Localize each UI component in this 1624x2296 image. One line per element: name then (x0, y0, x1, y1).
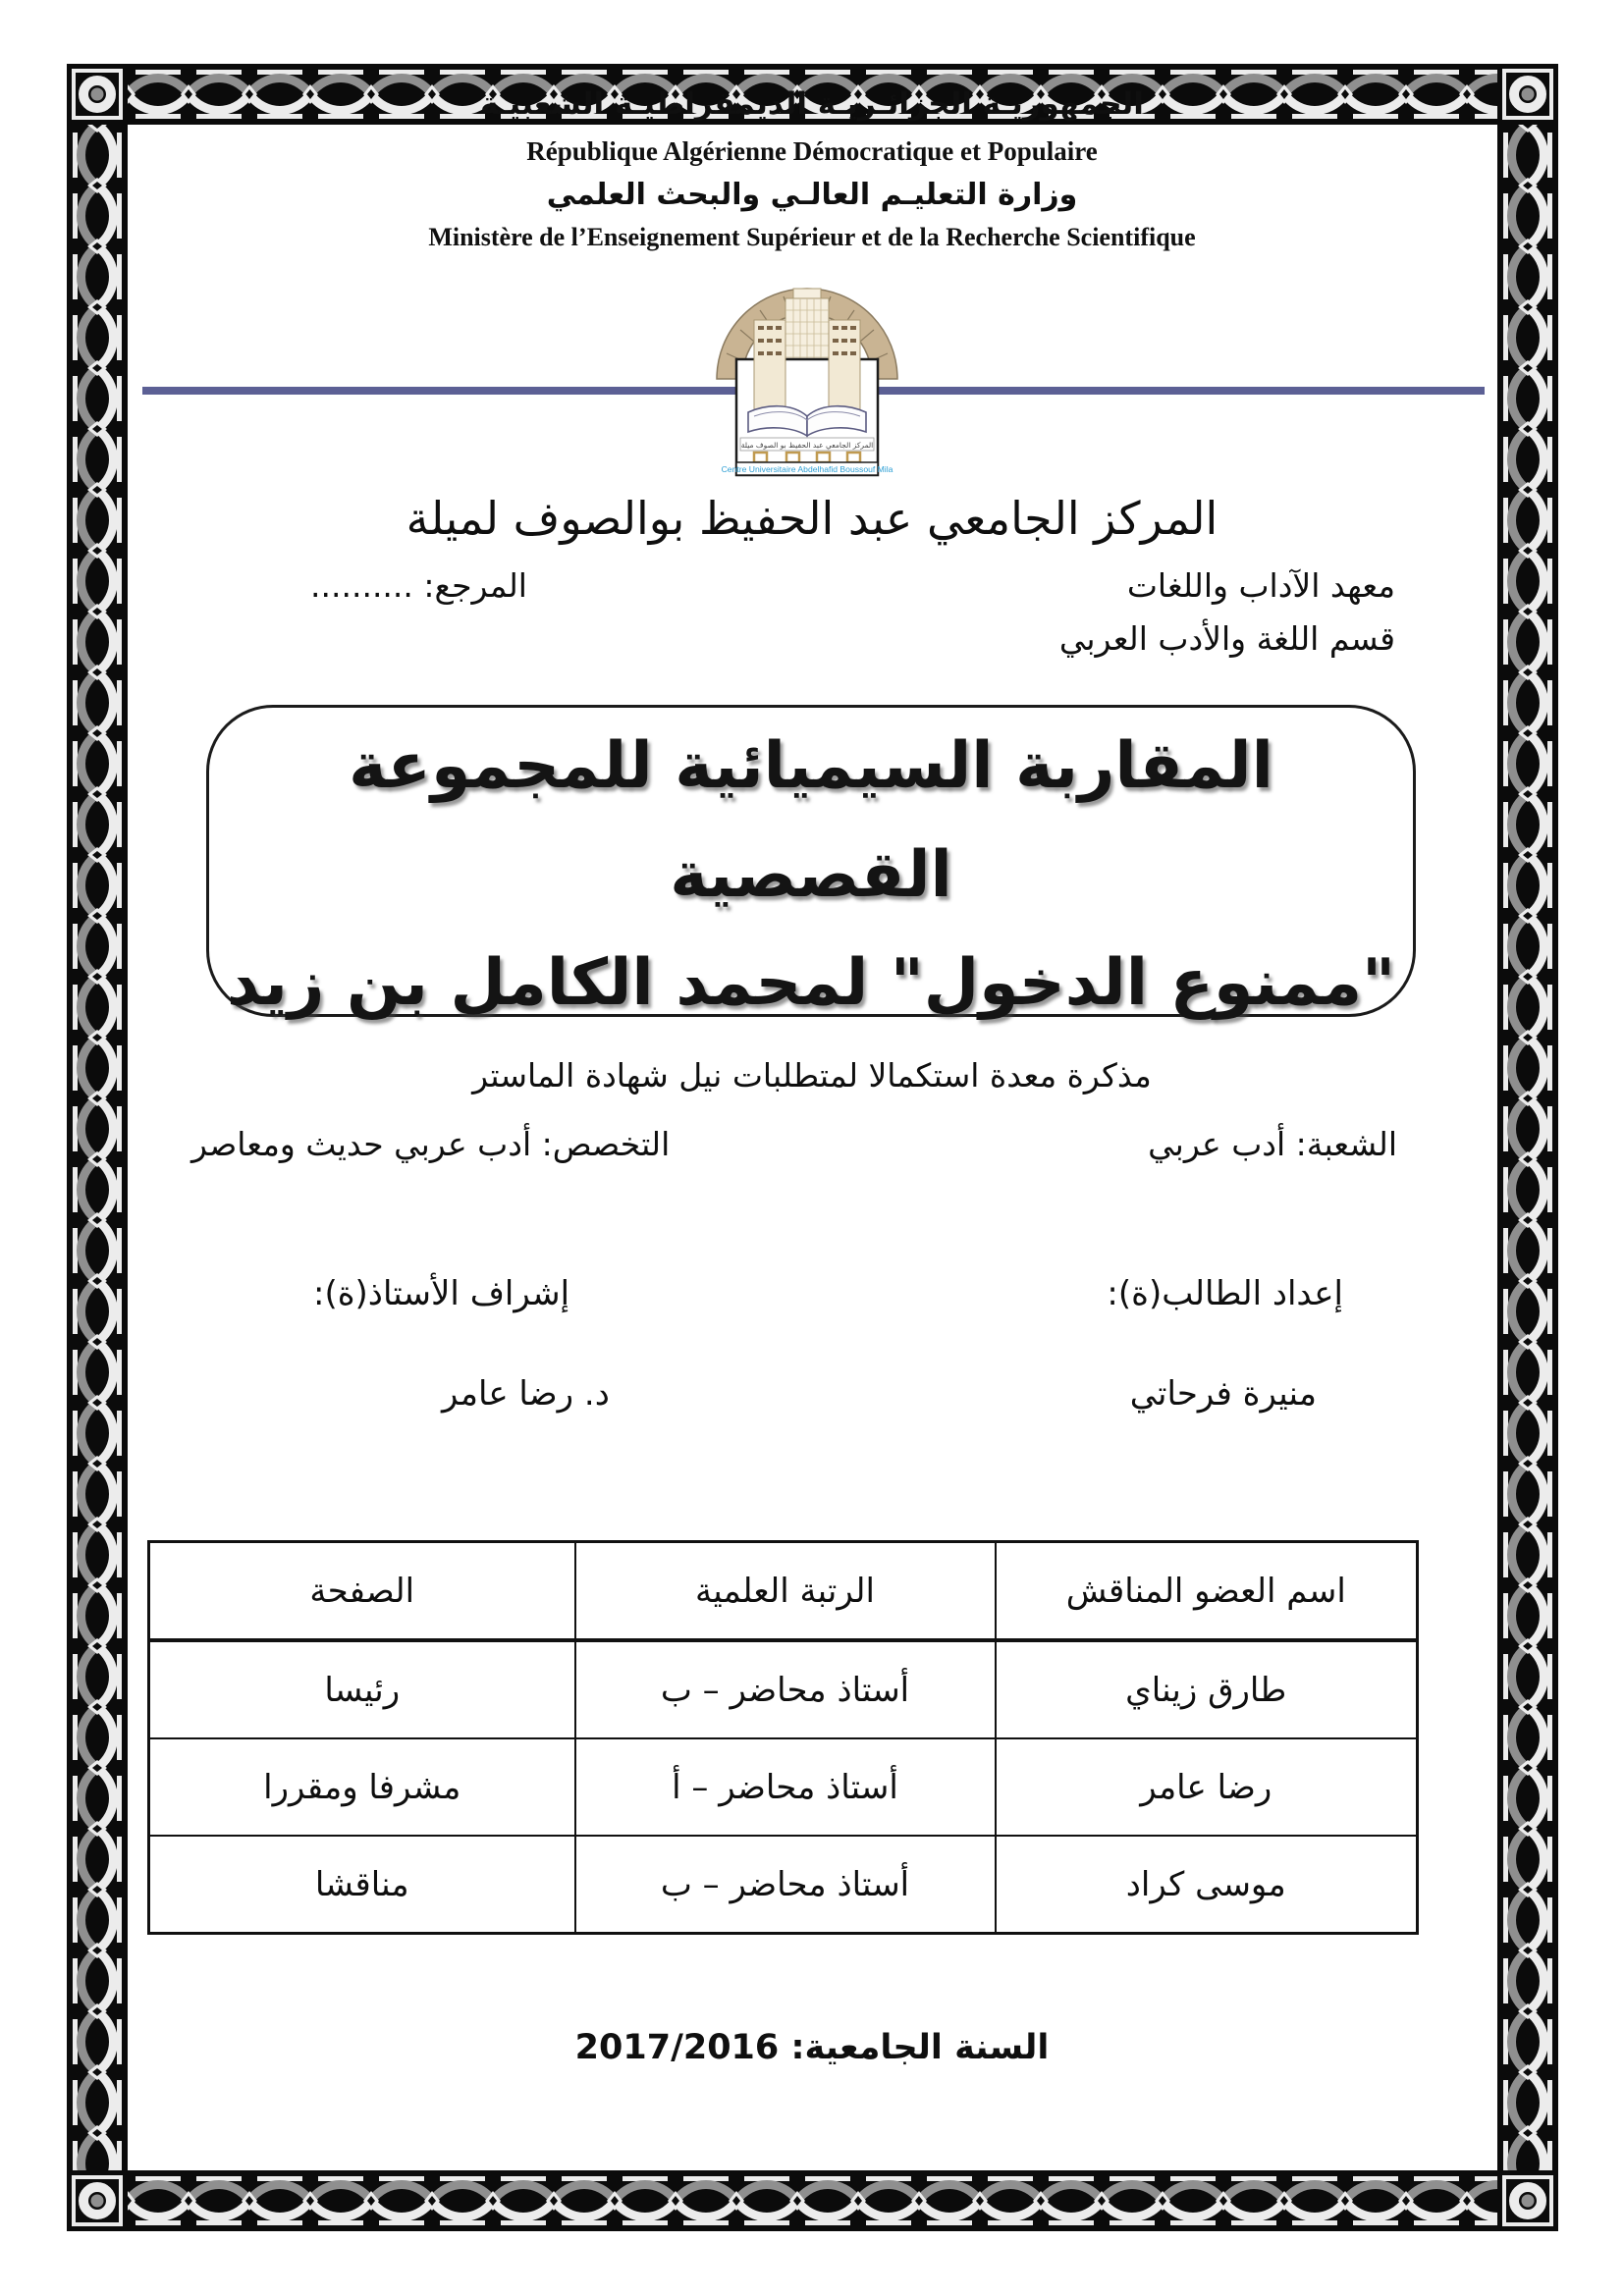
logo-caption-text: Centre Universitaire Abdelhafid Boussouf Mila (721, 464, 893, 474)
jury-header-role: الصفحة (149, 1542, 575, 1641)
table-row (149, 1738, 1418, 1836)
student-name: منيرة فرحاتي (1129, 1374, 1317, 1414)
jury-header-row (149, 1542, 1418, 1641)
jury-member-rank: أستاذ محاضر – ب (575, 1640, 996, 1738)
academic-year: السنة الجامعية: 2017/2016 (574, 2028, 1050, 2067)
jury-member-role: مشرفا ومقررا (149, 1738, 575, 1836)
frame-corner-bottom-left (67, 2170, 128, 2231)
jury-member-rank: أستاذ محاضر – ب (575, 1836, 996, 1934)
jury-member-name: موسى كراد (996, 1836, 1418, 1934)
thesis-title-line1: المقاربة السيميائية للمجموعة القصصية (349, 729, 1273, 912)
frame-right-band (1497, 125, 1558, 2170)
table-row (149, 1640, 1418, 1738)
jury-member-name: رضا عامر (996, 1738, 1418, 1836)
jury-header-member: اسم العضو المناقش (996, 1542, 1418, 1641)
frame-bottom-band (128, 2170, 1497, 2231)
jury-header-rank: الرتبة العلمية (575, 1542, 996, 1641)
frame-corner-bottom-right (1497, 2170, 1558, 2231)
jury-table (147, 1540, 1419, 1935)
ministry-title-arabic: وزارة التعليـم العالـي والبحث العلمي (546, 178, 1078, 212)
university-logo (709, 263, 905, 479)
logo-scroll-text: المركز الجامعي عبد الحفيظ بو الصوف ميلة (740, 441, 874, 450)
jury-member-role: مناقشا (149, 1836, 575, 1934)
thesis-title-line2: "ممنوع الدخول" لمحمد الكامل بن زيد (227, 946, 1395, 1021)
jury-member-role: رئيسا (149, 1640, 575, 1738)
student-prep-label: إعداد الطالب(ة): (1107, 1274, 1343, 1313)
thesis-title-box (206, 705, 1416, 1021)
department-name: قسم اللغة والأدب العربي (1058, 619, 1395, 658)
logo-tower-top (793, 289, 821, 298)
table-row (149, 1836, 1418, 1934)
frame-left-band (67, 125, 128, 2170)
memo-note: مذكرة معدة استكمالا لمتطلبات نيل شهادة الماستر (472, 1056, 1152, 1095)
supervisor-name: د. رضا عامر (442, 1374, 610, 1414)
ministry-title-french: Ministère de l’Enseignement Supérieur et de la Recherche Scientifique (428, 223, 1196, 251)
logo-wing-right (829, 320, 860, 414)
institute-name: معهد الآداب واللغات (1126, 566, 1395, 605)
republic-title-french: République Algérienne Démocratique et Populaire (526, 136, 1098, 166)
supervisor-label: إشراف الأستاذ(ة): (313, 1274, 570, 1313)
specialty-label: التخصص: أدب عربي حديث ومعاصر (191, 1125, 671, 1163)
jury-member-rank: أستاذ محاضر – أ (575, 1738, 996, 1836)
jury-member-name: طارق زيناي (996, 1640, 1418, 1738)
reference-label: المرجع: .......... (310, 566, 527, 605)
branch-label: الشعبة: أدب عربي (1148, 1125, 1397, 1163)
republic-title-arabic: الجمهوريـة الجزائـريـة الديمقراطيـة الشعبيـة (480, 86, 1144, 122)
logo-wing-left (754, 320, 785, 414)
university-center-name: المركز الجامعي عبد الحفيظ بوالصوف لميلة (406, 492, 1218, 545)
